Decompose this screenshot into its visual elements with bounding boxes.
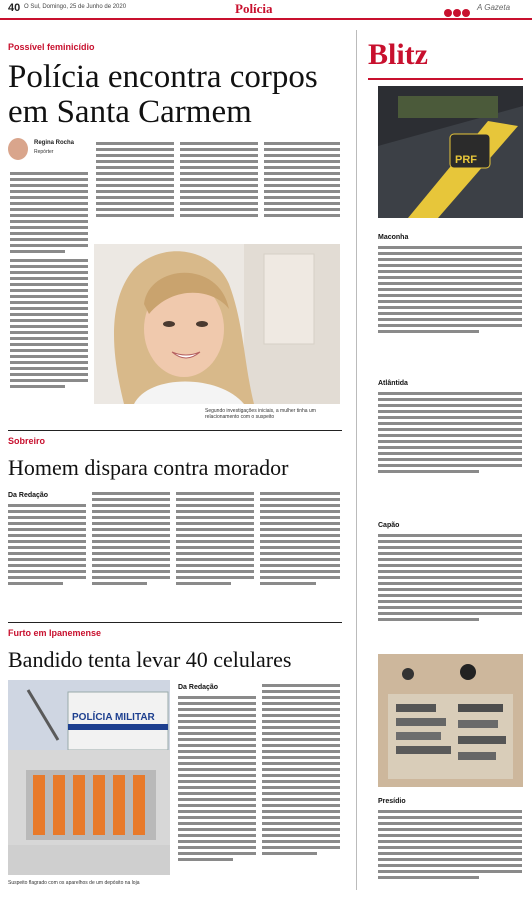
- seized-items-photo: [378, 654, 523, 787]
- story2-byline: Da Redação: [8, 492, 49, 499]
- story2-kicker: Sobreiro: [8, 436, 46, 446]
- story1-author: Regina Rocha: [34, 140, 75, 146]
- story1-headline: Polícia encontra corpos em Santa Carmem: [8, 59, 318, 130]
- prf-badge-text: PRF: [455, 154, 477, 166]
- story2-col3-text: [176, 492, 254, 588]
- brand-logo: A Gazeta: [477, 3, 511, 12]
- story3-col3-text: [262, 684, 340, 858]
- blitz-item-maconha-head: Maconha: [378, 234, 409, 241]
- author-avatar: [8, 138, 28, 160]
- story1-col2-text: [96, 142, 174, 220]
- story1-author-role: Repórter: [34, 149, 54, 155]
- police-sign-text: POLÍCIA MILITAR: [72, 712, 155, 723]
- story1-kicker: Possível feminicídio: [8, 42, 95, 52]
- blitz-item-atlantida-head: Atlântida: [378, 380, 408, 387]
- blitz-item-capao-text: [378, 534, 522, 624]
- story2-col1-text: [8, 504, 86, 588]
- blitz-item-capao-head: Capão: [378, 522, 400, 529]
- page-number: 40: [8, 2, 21, 14]
- story3-photo-caption: Suspeito flagrado com os aparelhos de um depósito na loja: [8, 880, 140, 886]
- section-divider: [8, 430, 342, 431]
- story3-byline: Da Redação: [178, 684, 219, 691]
- column-divider: [356, 30, 357, 890]
- brand-dots-icon: [444, 4, 471, 22]
- blitz-item-presidio-text: [378, 810, 522, 882]
- blitz-title: Blitz: [368, 38, 428, 71]
- story3-headline: Bandido tenta levar 40 celulares: [8, 647, 292, 672]
- section-divider-2: [8, 622, 342, 623]
- story2-col2-text: [92, 492, 170, 588]
- blitz-item-maconha-text: [378, 246, 522, 336]
- section-title: Polícia: [235, 1, 273, 16]
- story1-col3-text: [180, 142, 258, 220]
- blitz-item-presidio-head: Presídio: [378, 798, 406, 805]
- dateline: O Sul, Domingo, 25 de Junho de 2020: [24, 4, 127, 10]
- story2-headline: Homem dispara contra morador: [8, 455, 289, 480]
- woman-portrait-photo: [94, 244, 340, 404]
- story1-col4-text: [264, 142, 340, 220]
- police-station-photo: [8, 680, 170, 875]
- prf-car-photo: [378, 86, 523, 218]
- story3-kicker: Furto em Ipanemense: [8, 628, 102, 638]
- story1-photo-caption: Segundo investigações iniciais, a mulher tinha um relacionamento com o suspeito: [205, 408, 316, 420]
- blitz-rule: [368, 78, 523, 80]
- story2-col4-text: [260, 492, 340, 588]
- story1-col1-text: [10, 172, 88, 391]
- blitz-item-atlantida-text: [378, 392, 522, 476]
- story3-col2-text: [178, 696, 256, 864]
